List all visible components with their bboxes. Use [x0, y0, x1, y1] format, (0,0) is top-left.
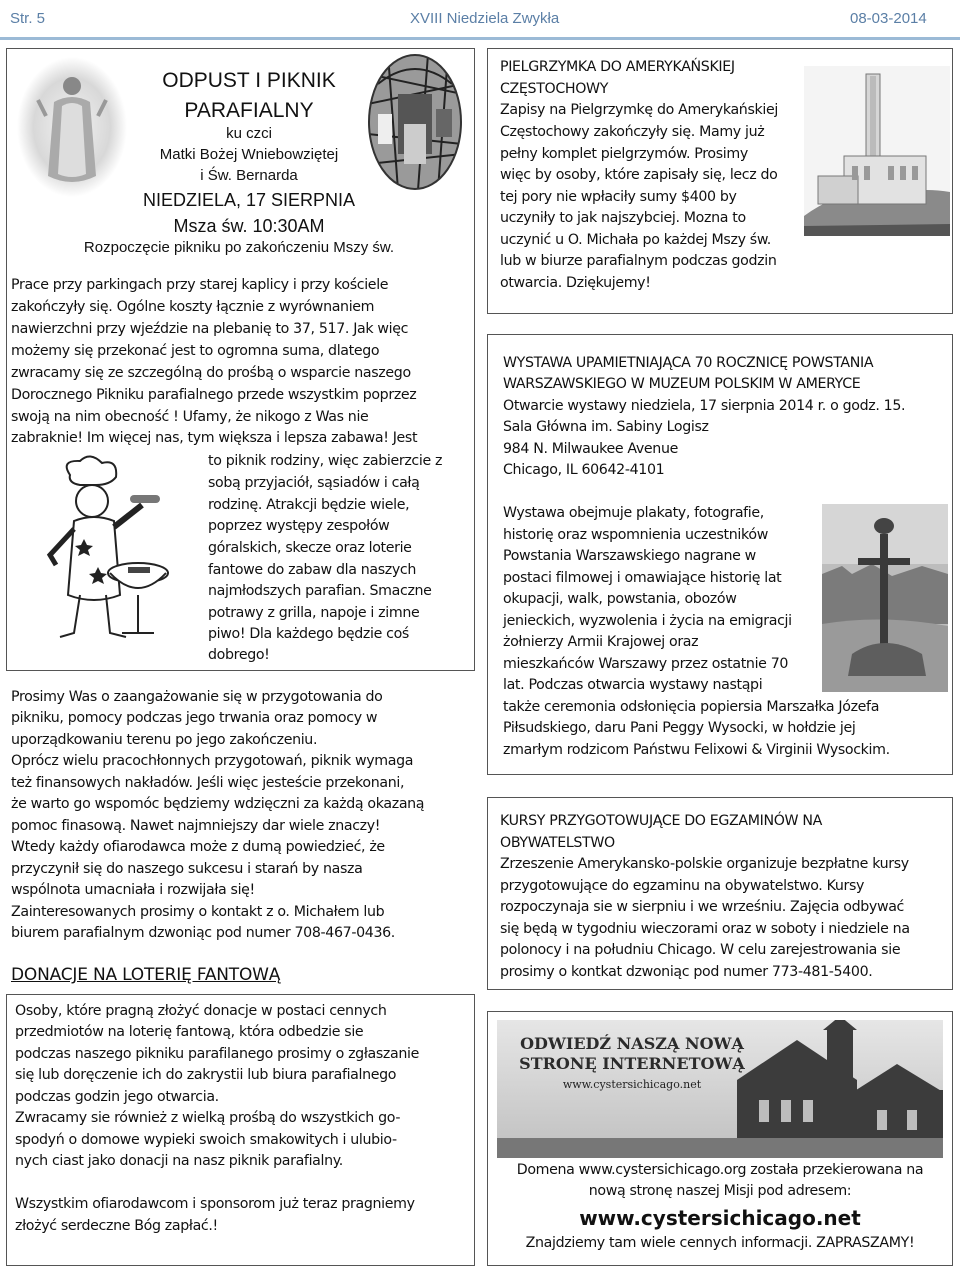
wystawa-text-line: historię oraz wspomnienia uczestników [503, 527, 768, 543]
wystawa-title-2: WARSZAWSKIEGO W MUZEUM POLSKIM W AMERYCE [503, 376, 861, 392]
appeal-text-line: wspólnota umacniała i rozwijała się! [11, 882, 255, 898]
pielgrzymka-text-line: uczyniły to jak najszybciej. Mozna to [500, 210, 746, 226]
website-text-line: Znajdziemy tam wiele cennych informacji. ZAPRASZAMY! [525, 1235, 915, 1251]
banner-line-1: ODWIEDŹ NASZĄ NOWĄ [520, 1034, 744, 1053]
odpust-text-line: piwo! Dla każdego będzie coś [208, 626, 409, 642]
odpust-title: ODPUST I PIKNIK [162, 69, 336, 92]
kursy-title-2: OBYWATELSTWO [500, 835, 615, 851]
pielgrzymka-text-line: uczynić u O. Michała po każdej Mszy św. [500, 232, 771, 248]
appeal-text-line: uporządkowaniu terenu po jego zakończeniu. [11, 732, 318, 748]
appeal-text-line: Wtedy każdy ofiarodawca może z dumą powiedzieć, że [11, 839, 385, 855]
appeal-text-line: Prosimy Was o zaangażowanie się w przygotowania do [11, 689, 383, 705]
odpust-title-2: PARAFIALNY [184, 99, 314, 122]
odpust-start: Rozpoczęcie pikniku po zakończeniu Mszy św. [83, 239, 395, 256]
website-text-line: nową stronę naszej Misji pod adresem: [588, 1183, 852, 1199]
odpust-mass: Msza św. 10:30AM [173, 216, 325, 236]
odpust-text-line: swoją na nim obecność ! Ufamy, że nikogo z Was nie [11, 409, 369, 425]
donacje-thanks-line: złożyć serdeczne Bóg zapłać.! [15, 1218, 218, 1234]
wystawa-title: WYSTAWA UPAMIETNIAJĄCA 70 ROCZNICĘ POWSTANIA [503, 355, 874, 371]
donacje-text-line: Osoby, które pragną złożyć donacje w postaci cennych [15, 1003, 387, 1019]
donacje-text-line: nych ciast jako donacji na nasz piknik parafialny. [15, 1153, 343, 1169]
shrine-photo [804, 66, 950, 236]
kursy-text-line: polonocy i na południu Chicago. W celu zarejestrowania sie [500, 942, 901, 958]
kursy-text-line: rozpoczynaja sie w sierpniu i we wrześniu. Zajęcia odbywać [500, 899, 904, 915]
donacje-text-line: podczas naszego pikniku parafilanego prosimy o zgłaszanie [15, 1046, 419, 1062]
wystawa-text-line: okupacji, walk, powstania, obozów [503, 591, 737, 607]
odpust-text-line: zabraknie! Im więcej nas, tym większa i lepsza zabawa! Jest [11, 430, 418, 446]
banner-url: www.cystersichicago.net [562, 1078, 702, 1091]
issue-date: 08-03-2014 [850, 10, 927, 27]
appeal-text-line: też finansowych nakładów. Jeśli więc jesteście przekonani, [11, 775, 405, 791]
pielgrzymka-text-line: więc by osoby, które zapisały się, lecz do [500, 167, 778, 183]
appeal-text-line: Oprócz wielu pracochłonnych przygotowań, piknik wymaga [11, 753, 414, 769]
odpust-date: NIEDZIELA, 17 SIERPNIA [142, 190, 356, 210]
kursy-text-line: prosimy o kontkat dzwoniąc pod numer 773-481-5400. [500, 964, 873, 980]
appeal-text-line: biurem parafialnym dzwoniąc pod numer 708-467-0436. [11, 925, 395, 941]
appeal-text-line: że warto go wspomóc będziemy wdzięczni za każdą okazaną [11, 796, 425, 812]
website-url-link[interactable]: www.cystersichicago.net [579, 1206, 861, 1230]
pielgrzymka-text-line: tej pory nie wpłaciły sumy $400 by [500, 189, 737, 205]
donacje-text-line: przedmiotów na loterię fantową, która odbedzie sie [15, 1024, 364, 1040]
donacje-text-line: podczas godzin jego otwarcia. [15, 1089, 219, 1105]
pielgrzymka-text-line: lub w biurze parafialnym podczas godzin [500, 253, 777, 269]
wystawa-text-line: Powstania Warszawskiego nagrane w [503, 548, 756, 564]
odpust-text-line: zakończyły się. Ogólne koszty łącznie z wyrównaniem [11, 299, 375, 315]
page-header [0, 0, 960, 40]
website-text-line: Domena www.cystersichicago.org została przekierowana na [516, 1162, 924, 1178]
donacje-text-line: się lub doręczenie ich do zakrystii lub biura parafialnego [15, 1067, 397, 1083]
pielgrzymka-text-line: otwarcia. Dziękujemy! [500, 275, 651, 291]
odpust-text-line: sobą przyjaciół, sąsiadów i całą [208, 475, 420, 491]
odpust-text-line: zwracamy się ze szczególną do prośbą o wsparcie naszego [11, 365, 411, 381]
wystawa-info-line: Sala Główna im. Sabiny Logisz [503, 419, 709, 435]
odpust-text-line: dobrego! [208, 647, 270, 663]
odpust-text-line: rodzinę. Atrakcji będzie wiele, [208, 497, 410, 513]
odpust-sub-2: Matki Bożej Wniebowziętej [159, 146, 339, 163]
kursy-text-line: Zrzeszenie Amerykansko-polskie organizuje bezpłatne kursy [500, 856, 909, 872]
wystawa-text-line: także ceremonia odsłonięcia popiersia Marszałka Józefa [503, 699, 880, 715]
kursy-text-line: przygotowujące do egzaminu na obywatelstwo. Kursy [500, 878, 865, 894]
odpust-sub-3: i Św. Bernarda [200, 167, 298, 184]
pielgrzymka-title: PIELGRZYMKA DO AMERYKAŃSKIEJ [500, 59, 735, 75]
donacje-text-line: spodyń o domowe wypieki swoich smakowitych i ulubio- [15, 1132, 397, 1148]
wystawa-info-line: Otwarcie wystawy niedziela, 17 sierpnia 2014 r. o godz. 15. [503, 398, 906, 414]
donacje-thanks-line: Wszystkim ofiarodawcom i sponsorom już teraz pragniemy [15, 1196, 415, 1212]
odpust-text-line: góralskich, skecze oraz loterie [208, 540, 412, 556]
issue-title: XVIII Niedziela Zwykła [410, 10, 560, 27]
donacje-title: DONACJE NA LOTERIĘ FANTOWĄ [11, 965, 281, 985]
pielgrzymka-title-2: CZĘSTOCHOWY [500, 81, 609, 97]
appeal-text-line: pikniku, pomocy podczas jego trwania oraz pomocy w [11, 710, 378, 726]
kursy-title: KURSY PRZYGOTOWUJĄCE DO EGZAMINÓW NA [500, 813, 823, 829]
wystawa-text-line: postaci filmowej i omawiające historię lat [503, 570, 782, 586]
chef-grill-clipart [40, 455, 190, 650]
odpust-text-line: Dorocznego Pikniku parafialnego przede wszystkim poprzez [11, 387, 417, 403]
odpust-text-line: możemy się przekonać jest to ogromna suma, dlatego [11, 343, 380, 359]
wystawa-text-line: żołnierzy Armii Krajowej oraz [503, 634, 699, 650]
wystawa-info-line: Chicago, IL 60642-4101 [503, 462, 665, 478]
odpust-text-line: potrawy z grilla, napoje i zimne [208, 605, 420, 621]
odpust-text-line: to piknik rodziny, więc zabierzcie z [208, 453, 443, 469]
memorial-cross-photo [822, 504, 948, 692]
wystawa-text-line: Piłsudskiego, daru Pani Peggy Wysocki, w hołdzie jej [503, 720, 856, 736]
appeal-text-line: przyczynił się do naszego sukcesu i starań by nasza [11, 861, 363, 877]
pielgrzymka-text-line: Częstochowy zakończyły się. Mamy już [500, 124, 765, 140]
appeal-text-line: Zainteresowanych prosimy o kontakt z o. Michałem lub [11, 904, 385, 920]
odpust-text-line: poprzez występy zespołów [208, 518, 390, 534]
wystawa-info-line: 984 N. Milwaukee Avenue [503, 441, 678, 457]
wystawa-text-line: jenieckich, wyzwolenia i życia na emigracji [503, 613, 792, 629]
odpust-text-line: nawierzchni przy wjeździe na plebanię to 37, 517. Jak więc [11, 321, 409, 337]
odpust-sub-1: ku czci [226, 125, 272, 142]
wystawa-text-line: mieszkańców Warszawy przez ostatnie 70 [503, 656, 789, 672]
stained-glass-image [368, 54, 462, 190]
banner-line-2: STRONĘ INTERNETOWĄ [519, 1054, 745, 1073]
pielgrzymka-text-line: Zapisy na Pielgrzymkę do Amerykańskiej [500, 102, 778, 118]
odpust-text-line: najmłodszych parafian. Smaczne [208, 583, 432, 599]
madonna-image [16, 56, 128, 198]
odpust-text-line: Prace przy parkingach przy starej kaplicy i przy kościele [11, 277, 389, 293]
pielgrzymka-text-line: pełny komplet pielgrzymów. Prosimy [500, 146, 748, 162]
kursy-text-line: się będą w tygodniu wieczorami oraz w soboty i niedziele na [500, 921, 910, 937]
odpust-text-line: fantowe do zabaw dla naszych [208, 562, 416, 578]
donacje-text-line: Zwracamy sie również z wielką prośbą do wszystkich go- [15, 1110, 401, 1126]
wystawa-text-line: lat. Podczas otwarcia wystawy nastąpi [503, 677, 763, 693]
wystawa-text-line: Wystawa obejmuje plakaty, fotografie, [503, 505, 764, 521]
wystawa-text-line: zmarłym rodzicom Państwu Felixowi & Virginii Wysockim. [503, 742, 890, 758]
appeal-text-line: pomoc finasową. Nawet najmniejszy dar wiele znaczy! [11, 818, 381, 834]
page-number: Str. 5 [10, 10, 46, 27]
